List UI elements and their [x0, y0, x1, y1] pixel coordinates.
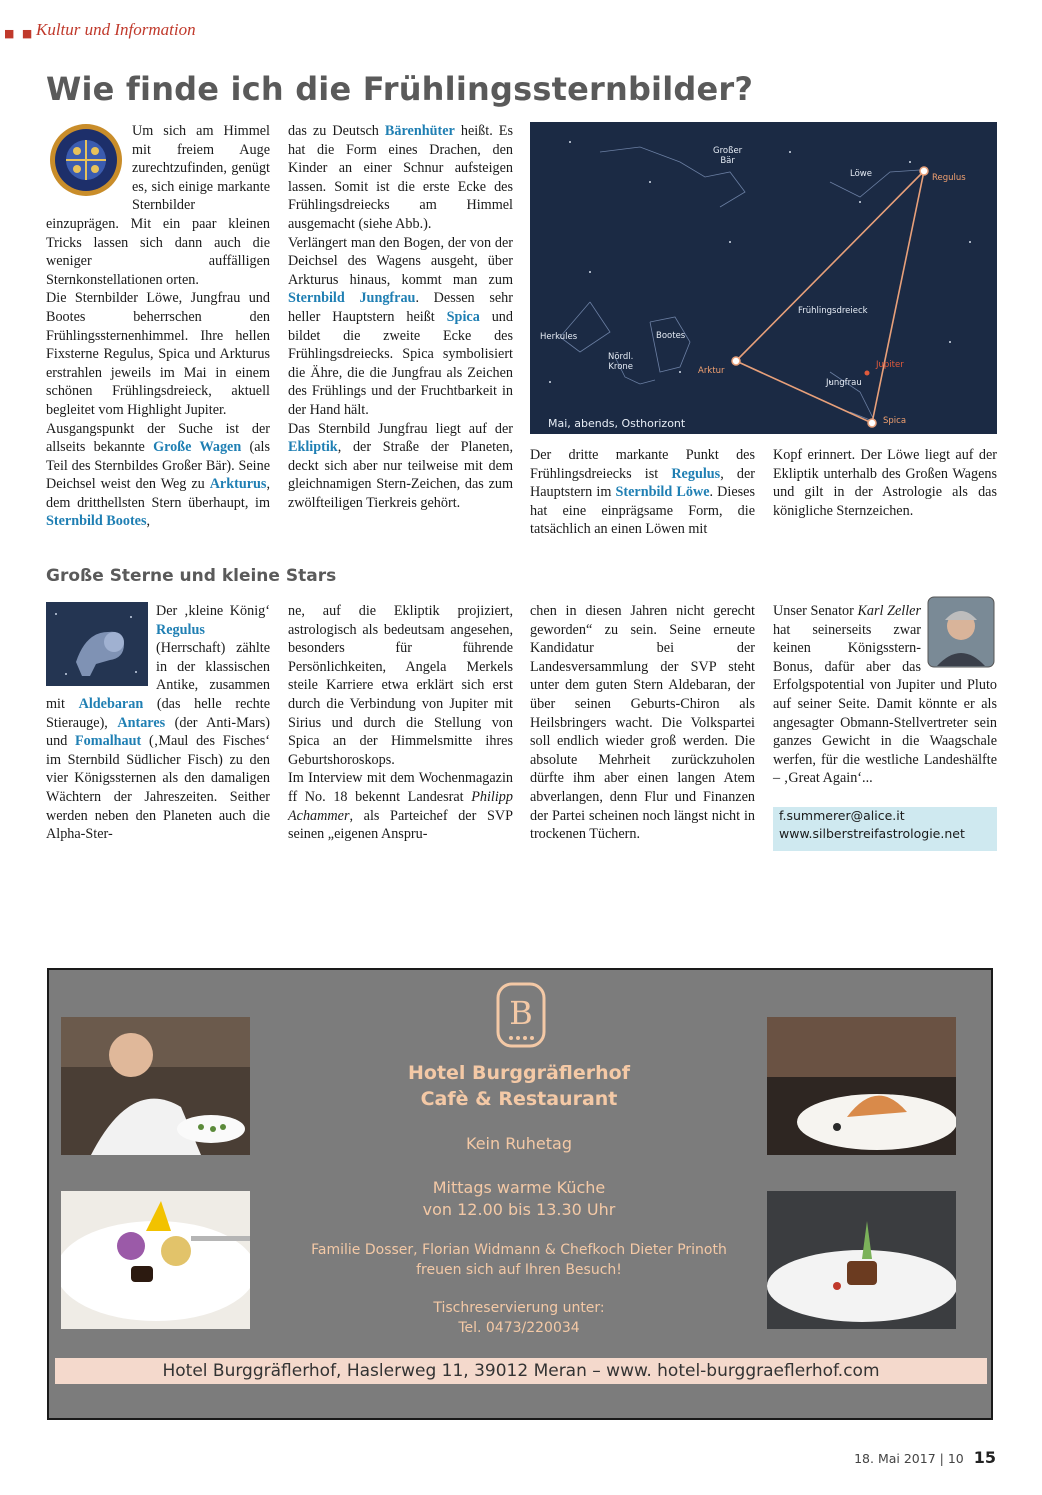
author-contact-box [773, 807, 997, 851]
star-map-drawing [530, 122, 997, 434]
ad-address-bar: Hotel Burggräflerhof, Haslerweg 11, 39012 Meran – www. hotel-burggraeflerhof.com [55, 1358, 987, 1384]
label-grosser-baer: Großer Bär [713, 146, 743, 166]
label-arktur: Arktur [698, 366, 725, 376]
ad-reservation-line-1: Tischreservierung unter: [433, 1300, 605, 1316]
label-herkules: Herkules [540, 332, 578, 342]
author-photo [927, 596, 995, 668]
label-loewe: Löwe [850, 169, 872, 179]
section-label: Kultur und Information [36, 20, 196, 39]
svg-text:B: B [509, 994, 533, 1032]
issue-date: 18. Mai 2017 [854, 1451, 936, 1466]
author-email[interactable]: f.summerer@alice.it [779, 808, 905, 823]
hotel-advertisement [47, 968, 993, 1420]
article1-column-4: Kopf erinnert. Der Löwe liegt auf der Ekliptik unterhalb des Großen Wagens und gilt in der Astrologie als das königliche Sternzeichen. [773, 447, 997, 519]
footer-separator: | [939, 1451, 944, 1466]
ad-lunch-line-1: Mittags warme Küche [432, 1178, 606, 1197]
ad-lunch-line-2: von 12.00 bis 13.30 Uhr [422, 1200, 616, 1219]
label-noerdl-krone: Nördl. Krone [608, 352, 634, 372]
page-number: 15 [973, 1448, 996, 1467]
label-bootes: Bootes [656, 331, 686, 341]
star-map-figure [530, 122, 997, 434]
plated-dish-photo-2 [767, 1191, 956, 1329]
issue-number: 10 [947, 1451, 964, 1466]
zodiac-wheel-icon [46, 122, 124, 198]
ad-ruhetag: Kein Ruhetag [466, 1134, 572, 1153]
article1-column-3: Der dritte markante Punkt des Frühlingsdreiecks ist Regulus, der Hauptstern im Sternbild Löwe. Dieses hat eine einprägsame Form, die tatsächlich an einen Löwen mit [530, 447, 755, 538]
article-title: Wie finde ich die Frühlingssternbilder? [46, 70, 754, 108]
article2-column-1: Der ‚kleine König‘ Regulus (Herrschaft) zählte in der klassischen Antike, zusammen mit Aldebaran (das helle rechte Stierauge), Antares (der Anti-Mars) und Fomalhaut (‚Maul des Fisches‘ im Sternbild Südlicher Fisch) zu den vier Königssternen als den damaligen Wächtern der Jahreszeiten. Seither werden neben den Planeten auch die Alpha-Ster- [46, 603, 271, 843]
ad-family-line-1: Familie Dosser, Florian Widmann & Chefkoch Dieter Prinoth [311, 1242, 727, 1258]
author-website[interactable]: www.silberstreifastrologie.net [779, 826, 965, 841]
section-marker: ■ ■ [4, 27, 35, 40]
leo-constellation-image [46, 602, 148, 686]
hotel-logo-emblem [496, 982, 546, 1048]
page-footer [854, 1448, 996, 1467]
article2-column-3: chen in diesen Jahren nicht gerecht geworden“ zu sein. Seine erneute Kandidatur bei der Landesversammlung der SVP steht unter dem guten Stern Aldebaran, der über seinen Geburts-Chiron als Heilsbringers wacht. Die Volkspartei soll endlich wieder groß werden. Die absolute Mehrheit zurückzuholen dürfte ihm aber einen langen Atem abverlangen, denn Flur und Finanzen der Partei scheinen noch längst nicht in trockenen Tüchern. [530, 603, 755, 843]
label-fruehlingsdreieck: Frühlingsdreieck [798, 306, 868, 316]
subheading: Große Sterne und kleine Stars [46, 566, 337, 586]
label-spica: Spica [883, 416, 907, 426]
star-map-caption: Mai, abends, Osthorizont [548, 417, 686, 430]
article1-column-1: Um sich am Himmel mit freiem Auge zurechtzufinden, genügt es, sich einige markante Sternbilder einzuprägen. Mit ein paar kleinen Tricks lassen sich dann auch die weniger auffälligen Sternkonstellationen orten. Die Sternbilder Löwe, Jungfrau und Bootes beherrschen den Frühlingssternenhimmel. Ihre hellen Fixsterne Regulus, Spica und Arkturus erstrahlen jeweils im Mai in einem schönen Frühlingsdreieck, aktuell begleitet vom Highlight Jupiter. Ausgangspunkt der Suche ist der allseits bekannte Große Wagen (als Teil des Sternbildes Großer Bär). Seine Deichsel weist den Weg zu Arkturus, dem dritthellsten Stern überhaupt, im Sternbild Bootes, [46, 123, 270, 530]
ad-family-line-2: freuen sich auf Ihren Besuch! [416, 1262, 622, 1278]
hotel-name: Hotel Burggräflerhof [407, 1062, 630, 1084]
dessert-plate-photo [61, 1191, 250, 1329]
label-jungfrau: Jungfrau [826, 378, 862, 388]
label-regulus: Regulus [932, 173, 966, 183]
label-jupiter: Jupiter [876, 360, 904, 370]
article1-column-2: das zu Deutsch Bärenhüter heißt. Es hat die Form eines Drachen, den Kinder an einer Schnur aufsteigen lassen. Somit ist die erste Ecke des Frühlingsdreiecks am Himmel ausgemacht (siehe Abb.). Verlängert man den Bogen, der von der Deichsel des Wagens ausgeht, über Arkturus hinaus, kommt man zum Sternbild Jungfrau. Dessen sehr heller Hauptstern heißt Spica und bildet die zweite Ecke des Frühlingsdreiecks. Spica symbolisiert die Ähre, die die Jungfrau als Zeichen des Frühlings und der Fruchtbarkeit in der Hand hält. Das Sternbild Jungfrau liegt auf der Ekliptik, der Straße der Planeten, deckt sich aber nur teilweise mit dem gleichnamigen Stern-Zeichen, das zum zwölfteiligen Tierkreis gehört. [288, 123, 513, 511]
article2-column-2: ne, auf die Ekliptik projiziert, astrologisch als bedeutsam angesehen, besonders für führende Persönlichkeiten, Angela Merkels steile Karriere etwa erklärt sich erst durch die Verbindung von Jupiter mit Sirius und durch die Stellung von Spica an der Himmelsmitte ihres Geburtshoroskops. Im Interview mit dem Wochenmagazin ff No. 18 bekennt Landesrat Philipp Achammer, als Parteichef der SVP seinen „eigenen Anspru- [288, 603, 513, 843]
plated-dish-photo-1 [767, 1017, 956, 1155]
ad-reservation-phone: Tel. 0473/220034 [458, 1320, 580, 1336]
hotel-subtitle: Cafè & Restaurant [420, 1088, 618, 1110]
chef-plating-photo [61, 1017, 250, 1155]
article2-column-4: Unser Senator Karl Zeller hat seinerseits zwar keinen Königsstern-Bonus, dafür aber das Erfolgspotential von Jupiter und Pluto auf seiner Seite. Damit könnte er als angesagter Obmann-Stellvertreter sein ganzes Gewicht in die Waagschale werfen, für die westliche Landeshälfte – ‚Great Again‘... [773, 602, 997, 788]
